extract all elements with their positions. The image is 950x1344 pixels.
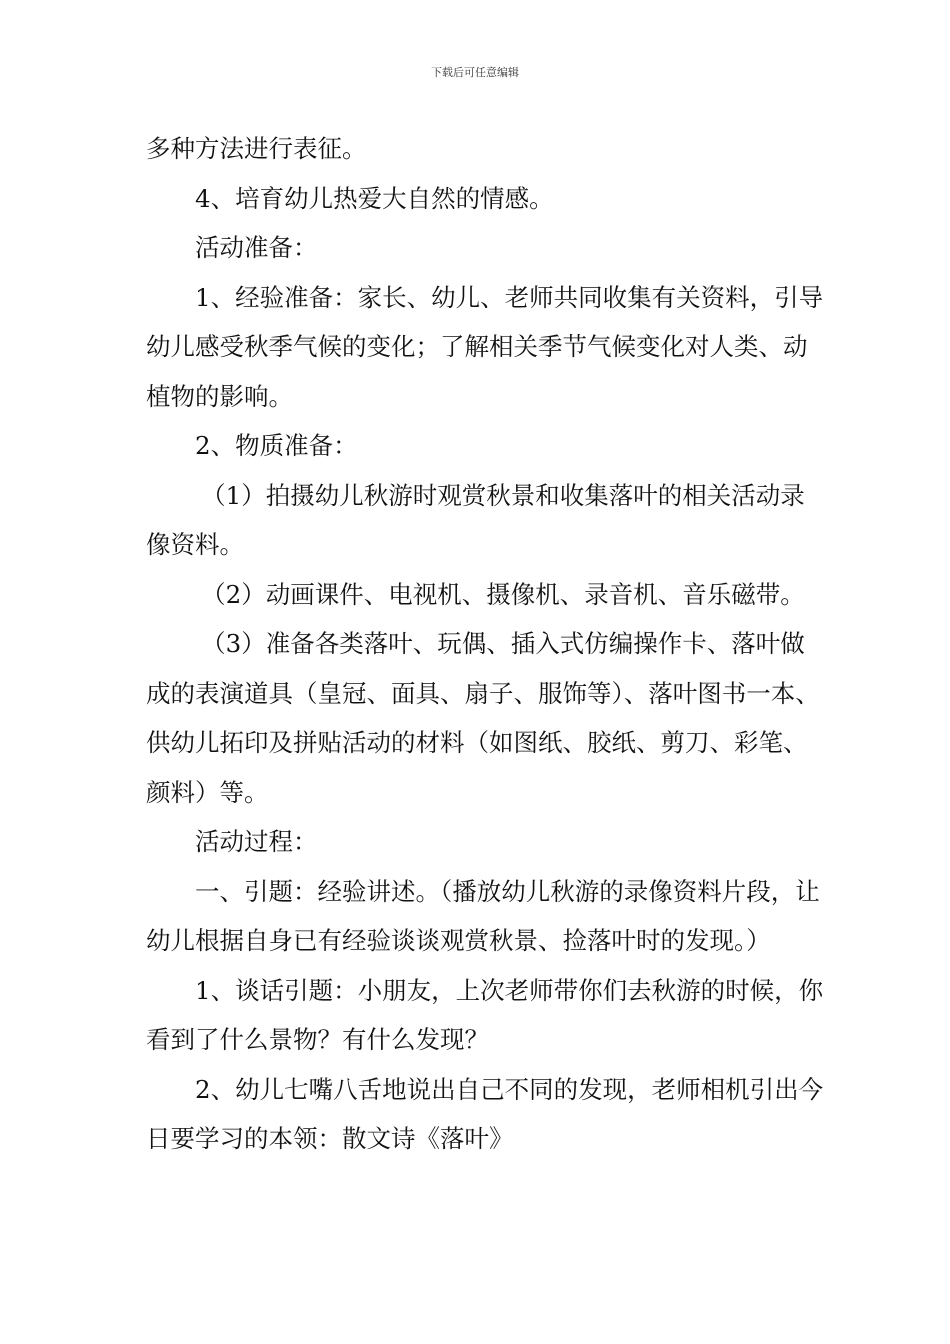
paragraph-6: （1）拍摄幼儿秋游时观赏秋景和收集落叶的相关活动录像资料。 — [146, 480, 805, 559]
paragraph-10: 一、引题：经验讲述。（播放幼儿秋游的录像资料片段，让幼儿根据自身已有经验谈谈观赏秋景、捡落叶时的发现。） — [146, 876, 820, 955]
paragraph-11: 1、谈话引题：小朋友，上次老师带你们去秋游的时候，你看到了什么景物？有什么发现？ — [146, 975, 824, 1054]
document-body — [146, 124, 826, 1164]
paragraph-2: 4、培育幼儿热爱大自然的情感。 — [195, 183, 554, 213]
page-header: 下载后可任意编辑 — [431, 66, 519, 79]
paragraph-12: 2、幼儿七嘴八舌地说出自己不同的发现，老师相机引出今日要学习的本领：散文诗《落叶》 — [146, 1074, 824, 1153]
paragraph-1: 多种方法进行表征。 — [146, 134, 367, 163]
paragraph-3: 活动准备： — [195, 233, 318, 262]
paragraph-8: （3）准备各类落叶、玩偶、插入式仿编操作卡、落叶做成的表演道具（皇冠、面具、扇子、服饰等）、落叶图书一本、供幼儿拓印及拼贴活动的材料（如图纸、胶纸、剪刀、彩笔、颜料）等。 — [146, 629, 820, 807]
paragraph-9: 活动过程： — [195, 827, 318, 856]
paragraph-7: （2）动画课件、电视机、摄像机、录音机、音乐磁带。 — [201, 579, 805, 609]
paragraph-5: 2、物质准备： — [195, 431, 358, 460]
paragraph-4: 1、经验准备：家长、幼儿、老师共同收集有关资料，引导幼儿感受秋季气候的变化；了解相关季节气候变化对人类、动植物的影响。 — [146, 282, 824, 411]
